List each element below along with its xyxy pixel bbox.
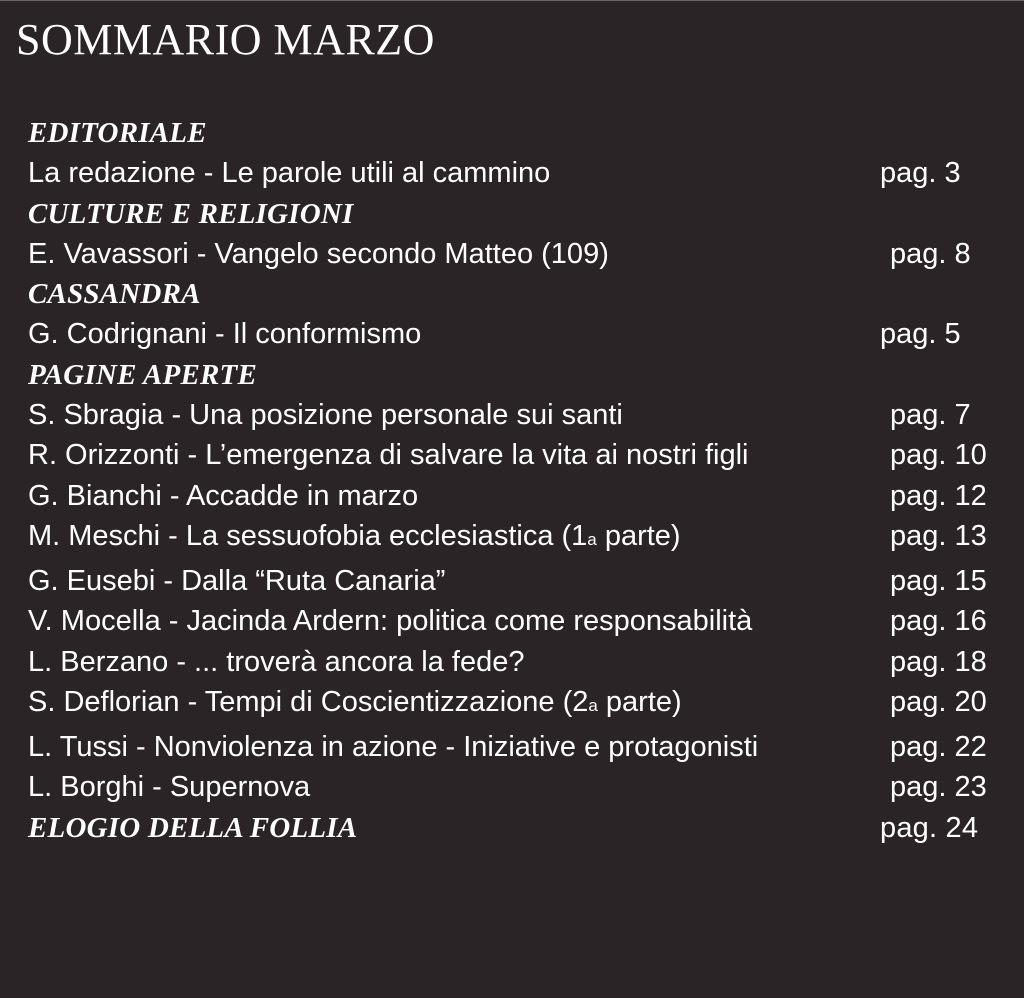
entry-title: G. Codrignani - Il conformismo — [28, 318, 422, 350]
entry-title: S. Sbragia - Una posizione personale sui santi — [28, 398, 623, 431]
entry-title-main: M. Meschi - La sessuofobia ecclesiastica (1 — [28, 520, 588, 552]
toc-entry[interactable] — [28, 476, 1008, 517]
entry-title: L. Borghi - Supernova — [28, 771, 311, 803]
toc-entry[interactable] — [28, 435, 1008, 476]
entry-title-main: S. Deflorian - Tempi di Coscientizzazione (2 — [28, 686, 589, 718]
entry-title — [28, 682, 818, 727]
toc-entry[interactable] — [28, 234, 1008, 275]
section-heading-editoriale: EDITORIALE — [28, 117, 207, 149]
section-heading-text: ELOGIO DELLA FOLLIA — [28, 811, 358, 844]
entry-page-number: pag. 10 — [890, 439, 987, 471]
entry-page-number: pag. 18 — [890, 645, 987, 678]
entry-title — [28, 516, 818, 561]
section-heading-elogio-della-follia[interactable] — [28, 808, 1008, 848]
toc-entry[interactable] — [28, 516, 1008, 561]
entry-title-tail: parte) — [596, 520, 681, 552]
table-of-contents — [28, 113, 1008, 848]
entry-page-number: pag. 24 — [880, 811, 979, 844]
entry-page-number: pag. 5 — [880, 318, 961, 350]
entry-title-tail: parte) — [597, 686, 682, 718]
entry-title: E. Vavassori - Vangelo secondo Matteo (109) — [28, 237, 609, 270]
entry-page-number: pag. 12 — [890, 479, 987, 512]
toc-entry[interactable] — [28, 561, 1008, 602]
toc-entry[interactable] — [28, 642, 1008, 683]
entry-title: La redazione - Le parole utili al cammino — [28, 157, 551, 189]
toc-entry[interactable] — [28, 314, 1008, 355]
toc-entry[interactable] — [28, 767, 1008, 808]
entry-page-number: pag. 15 — [890, 564, 987, 597]
section-heading-pagine-aperte: PAGINE APERTE — [28, 358, 257, 391]
entry-page-number: pag. 7 — [890, 398, 971, 431]
entry-title: L. Berzano - ... troverà ancora la fede? — [28, 645, 525, 678]
section-heading-culture-e-religioni: CULTURE E RELIGIONI — [28, 197, 354, 230]
entry-title: G. Bianchi - Accadde in marzo — [28, 479, 419, 512]
entry-title: G. Eusebi - Dalla “Ruta Canaria” — [28, 564, 446, 597]
entry-page-number: pag. 8 — [890, 237, 971, 270]
toc-entry[interactable] — [28, 153, 1008, 194]
entry-page-number: pag. 3 — [880, 157, 961, 189]
entry-page-number: pag. 20 — [890, 686, 987, 718]
page-title: SOMMARIO MARZO — [16, 15, 435, 64]
section-heading-cassandra: CASSANDRA — [28, 278, 201, 310]
entry-page-number: pag. 23 — [890, 771, 987, 803]
entry-page-number: pag. 16 — [890, 605, 987, 637]
entry-title: L. Tussi - Nonviolenza in azione - Iniziative e protagonisti — [28, 730, 759, 763]
toc-entry[interactable] — [28, 601, 1008, 642]
ordinal-suffix: a — [587, 530, 597, 549]
entry-title: R. Orizzonti - L’emergenza di salvare la vita ai nostri figli — [28, 439, 749, 471]
entry-page-number: pag. 13 — [890, 520, 987, 552]
toc-entry[interactable] — [28, 682, 1008, 727]
toc-entry[interactable] — [28, 395, 1008, 436]
toc-entry[interactable] — [28, 727, 1008, 768]
ordinal-suffix: a — [588, 696, 598, 715]
entry-page-number: pag. 22 — [890, 730, 987, 763]
entry-title: V. Mocella - Jacinda Ardern: politica come responsabilità — [28, 605, 753, 637]
